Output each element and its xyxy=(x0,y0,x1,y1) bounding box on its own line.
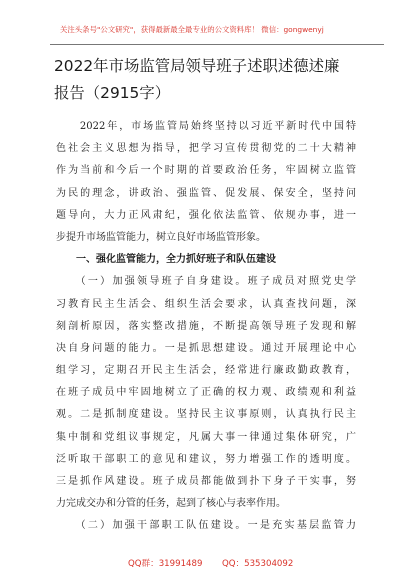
body-line: 题导向，大力正风肃纪，强化依法监管、依规办事，进一 xyxy=(56,209,356,221)
document-body xyxy=(56,116,356,538)
footer-contact xyxy=(0,557,408,571)
title-line: 报告（2915字） xyxy=(54,84,171,102)
body-line: 作为当前和今后一个时期的首要政治任务，牢固树立监管 xyxy=(56,165,356,177)
body-line: 在班子成员中牢固地树立了正确的权力观、政绩观和利益 xyxy=(56,387,356,399)
body-line: 泛听取干部职工的意见和建议，努力增强工作的透明度。 xyxy=(56,453,356,465)
section-heading: 一、强化监管能力，全力抓好班子和队伍建设 xyxy=(56,254,276,266)
document-title xyxy=(54,53,374,107)
body-line: 组学习，定期召开民主生活会，经常进行廉政勤政教育， xyxy=(56,365,356,377)
body-line: 集中制和党组议事规定，凡属大事一律通过集体研究，广 xyxy=(56,431,356,443)
body-line: （一）加强领导班子自身建设。班子成员对照党史学 xyxy=(56,276,356,288)
body-line: 刻剖析原因，落实整改措施，不断提高领导班子发现和解 xyxy=(56,320,356,332)
body-line: 观。二是抓制度建设。坚持民主议事原则，认真执行民主 xyxy=(56,409,356,421)
body-line: 力完成交办和分管的任务，起到了核心与表率作用。 xyxy=(56,498,286,510)
header-divider xyxy=(50,44,384,45)
body-line: 决自身问题的能力。一是抓思想建设。通过开展理论中心 xyxy=(56,342,356,354)
body-line: 三是抓作风建设。班子成员都能做到扑下身子干实事，努 xyxy=(56,476,356,487)
body-line: 习教育民主生活会、组织生活会要求，认真查找问题，深 xyxy=(56,298,356,310)
header-banner: 关注头条号"公文研究"，获得最新最全最专业的公文资料库！ 微信：gongwenyj xyxy=(60,25,324,34)
body-line: 步提升市场监管能力，树立良好市场监管形象。 xyxy=(56,231,266,243)
body-line: （二）加强干部职工队伍建设。一是充实基层监管力 xyxy=(56,520,356,532)
body-line: 2022年，市场监管局始终坚持以习近平新时代中国特 xyxy=(56,121,356,132)
body-line: 为民的理念，讲政治、强监管、促发展、保安全，坚持问 xyxy=(56,187,356,199)
qq-contact-number: QQ：535304092 xyxy=(222,559,294,569)
qq-group-number: QQ群：31991489 xyxy=(128,559,203,569)
title-line: 2022年市场监管局领导班子述职述德述廉 xyxy=(54,57,340,75)
body-line: 色社会主义思想为指导，把学习宣传贯彻党的二十大精神 xyxy=(56,143,356,155)
